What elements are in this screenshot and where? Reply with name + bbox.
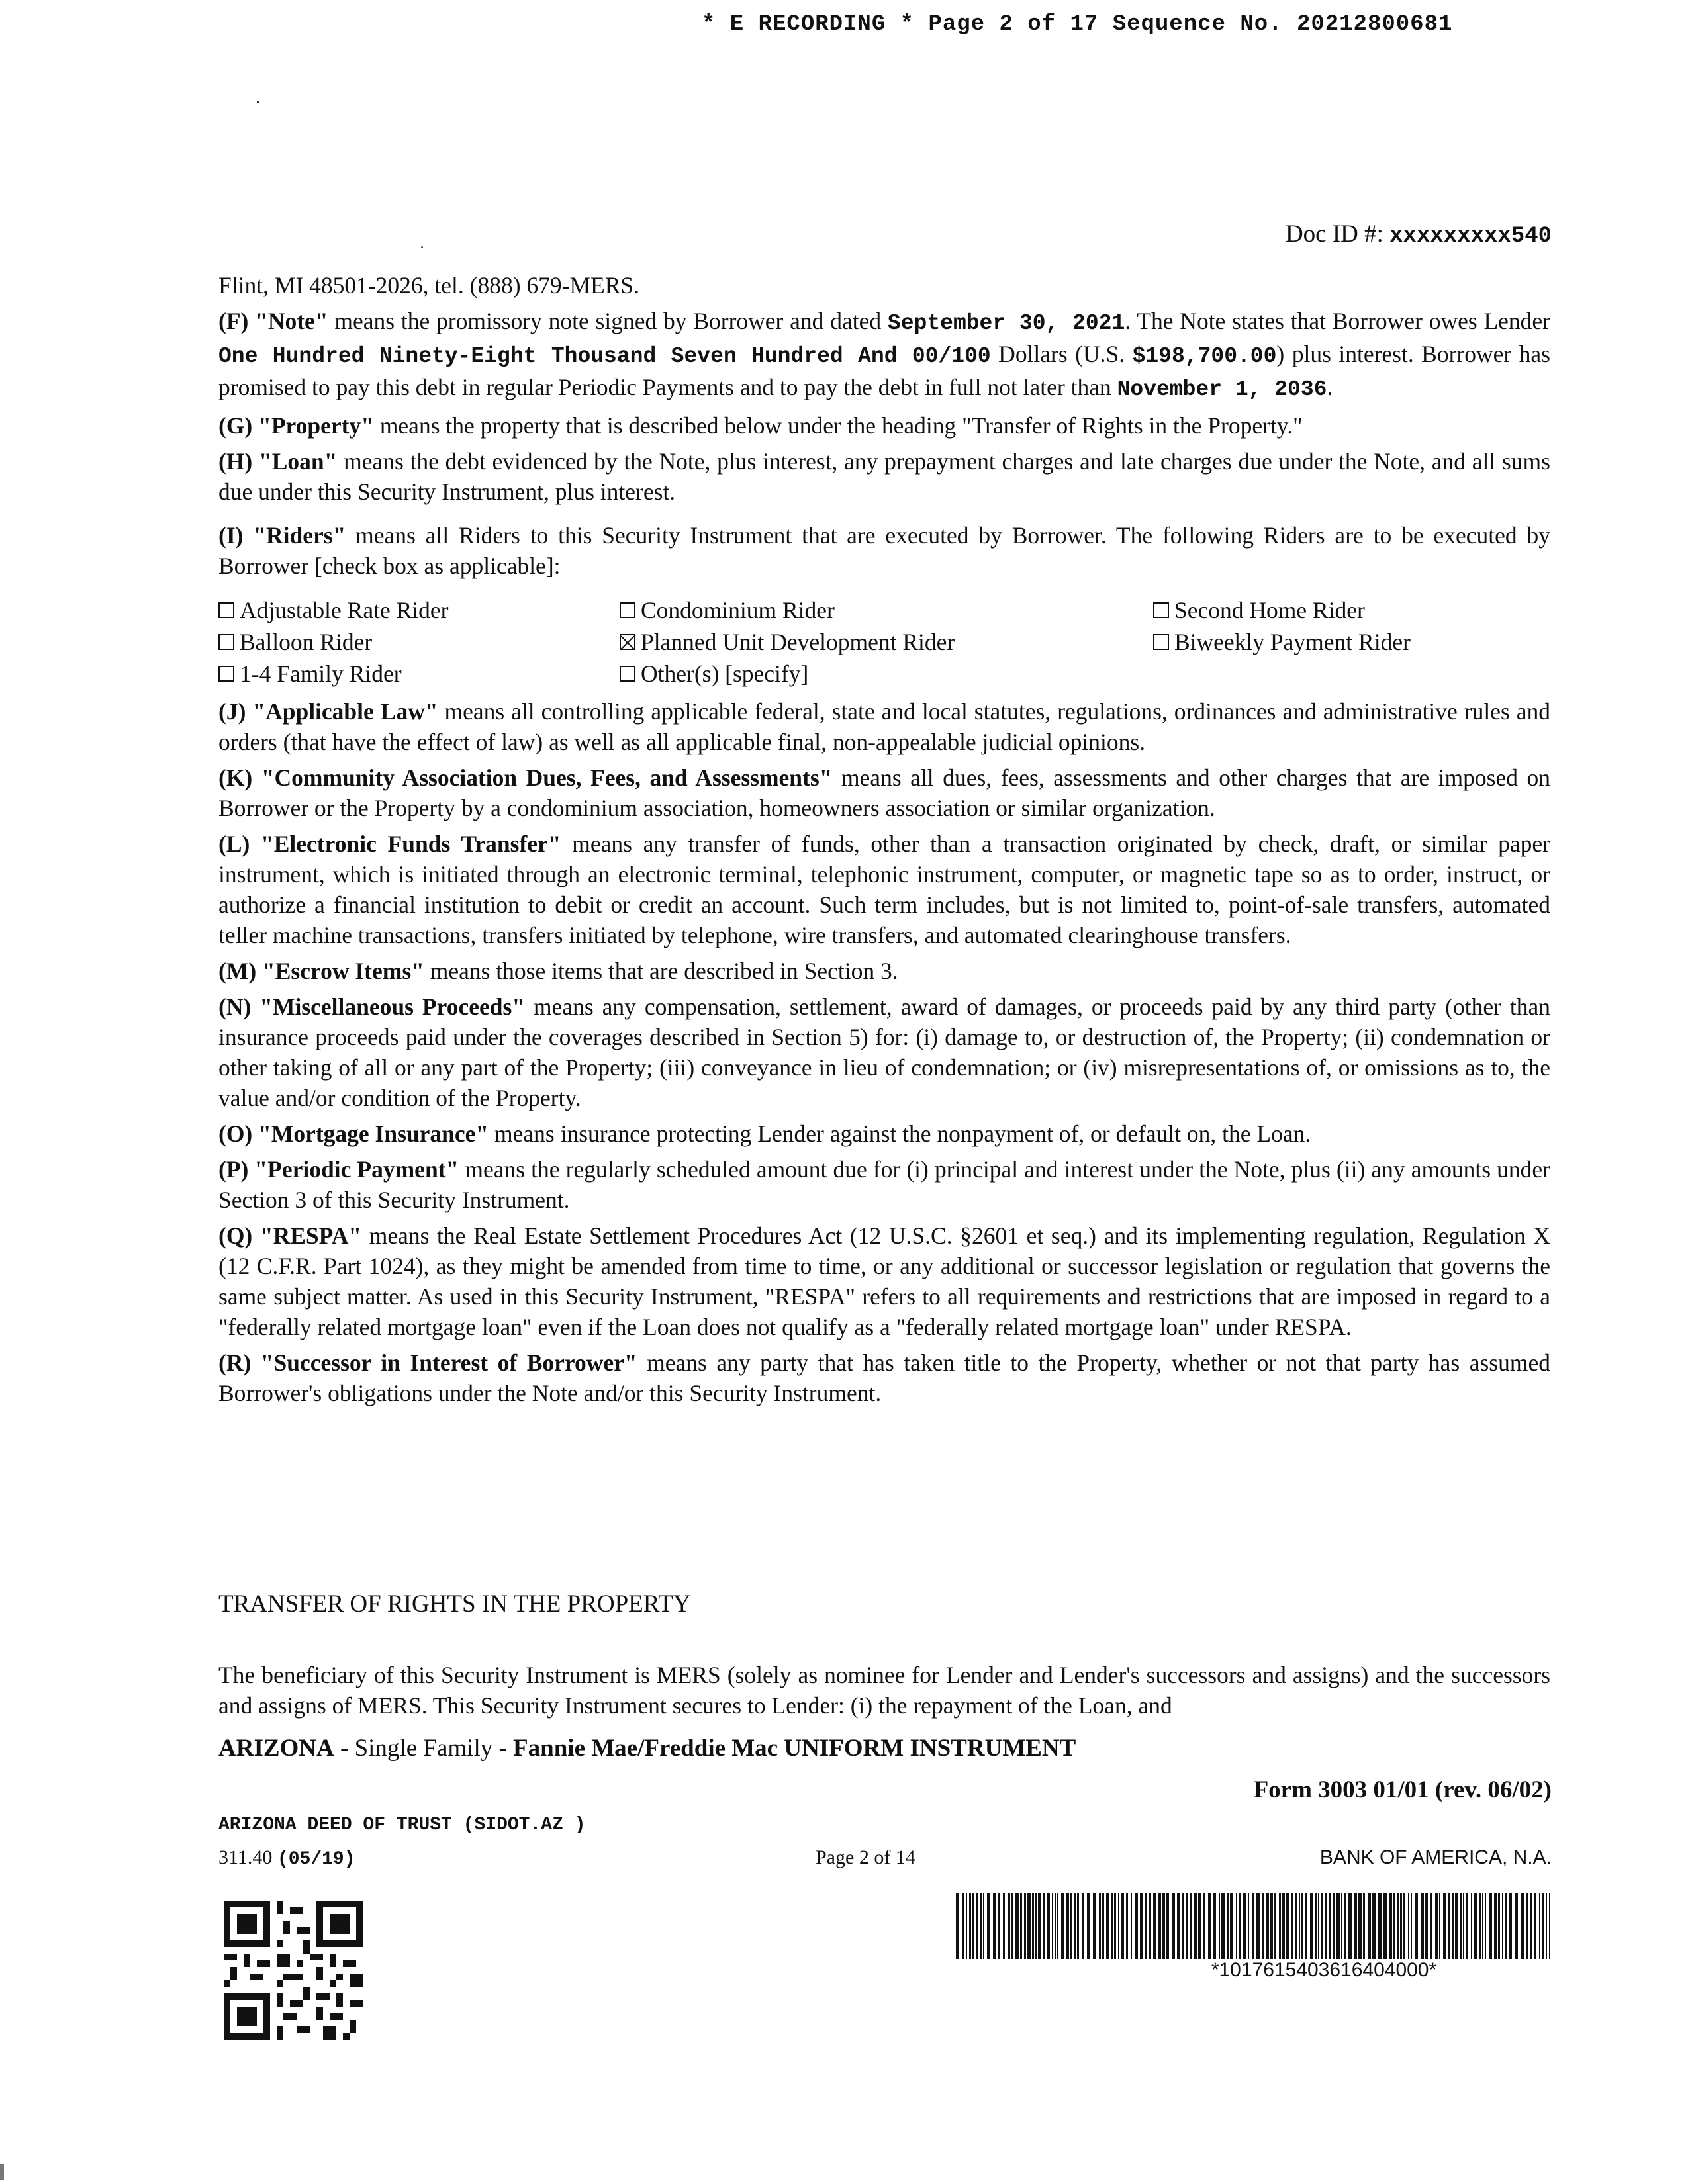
- term-property: (G) "Property": [218, 412, 374, 439]
- footer-instrument: Fannie Mae/Freddie Mac UNIFORM INSTRUMENT: [513, 1735, 1076, 1762]
- definition-text: .: [1327, 374, 1333, 400]
- definition-note: [218, 306, 1550, 405]
- doc-id-value: xxxxxxxxx540: [1389, 224, 1552, 249]
- definition-text: means insurance protecting Lender against the nonpayment of, or default on, the Loan.: [489, 1120, 1311, 1147]
- term-successor: (R) "Successor in Interest of Borrower": [218, 1349, 637, 1376]
- definition-text: means all dues, fees, assessments and other charges that are imposed on Borrower or the Property by a condominium association, homeowners association or similar organization.: [218, 764, 1551, 821]
- rider-adjustable-rate[interactable]: [218, 594, 620, 626]
- term-applicable-law: (J) "Applicable Law": [218, 698, 438, 725]
- checkbox-icon[interactable]: [620, 666, 635, 682]
- checkbox-checked-icon[interactable]: [620, 634, 635, 650]
- definition-successor: [218, 1347, 1550, 1408]
- rider-second-home[interactable]: [1153, 594, 1550, 626]
- term-note: (F) "Note": [218, 308, 328, 334]
- checkbox-icon[interactable]: [1153, 602, 1169, 618]
- rider-checklist: [218, 594, 1550, 690]
- definition-text: means the regularly scheduled amount due for (i) principal and interest under the Note, plus (ii) any amounts under Section 3 of this Security Instrument.: [218, 1156, 1550, 1213]
- section-heading-transfer: TRANSFER OF RIGHTS IN THE PROPERTY: [218, 1590, 691, 1617]
- definition-text: means any compensation, settlement, award of damages, or proceeds paid by any third party (other than insurance proceeds paid under the coverages described in Section 5) for: (i) damage to, or destruction of, the Property; (ii) condemnation or other taking of all or any part of the Property; (iii) conveyance in lieu of condemnation; or (iv) misrepresentations of, or omissions as to, the value and/or condition of the Property.: [218, 993, 1550, 1111]
- term-community-dues: (K) "Community Association Dues, Fees, and Assessments": [218, 764, 833, 791]
- definition-periodic-payment: [218, 1154, 1550, 1215]
- doc-id: [1286, 220, 1552, 249]
- rider-label: Biweekly Payment Rider: [1174, 629, 1411, 655]
- term-riders: (I) "Riders": [218, 522, 346, 549]
- term-eft: (L) "Electronic Funds Transfer": [218, 831, 561, 857]
- definitions-body: [218, 270, 1550, 1414]
- term-mortgage-insurance: (O) "Mortgage Insurance": [218, 1120, 489, 1147]
- term-respa: (Q) "RESPA": [218, 1222, 362, 1249]
- definition-riders: [218, 520, 1550, 581]
- definition-text: means any party that has taken title to the Property, whether or not that party has assumed Borrower's obligations under the Note and/or this Security Instrument.: [218, 1349, 1550, 1406]
- qr-code-icon: [224, 1901, 363, 2040]
- definition-eft: [218, 829, 1550, 950]
- footer-title: [218, 1734, 1076, 1762]
- definition-text: ) plus interest. Borrower has promised to pay this debt in regular Periodic Payments and to pay the debt in full not later than: [218, 341, 1550, 400]
- barcode-number: *1017615403616404000*: [1211, 1959, 1437, 1981]
- rider-label: Balloon Rider: [240, 629, 373, 655]
- footer-page-number: Page 2 of 14: [816, 1846, 915, 1868]
- doc-id-label: Doc ID #:: [1285, 220, 1390, 248]
- rider-label: 1-4 Family Rider: [240, 660, 402, 687]
- term-periodic-payment: (P) "Periodic Payment": [218, 1156, 459, 1183]
- definition-text: means the debt evidenced by the Note, plus interest, any prepayment charges and late charges due under the Note, and all sums due under this Security Instrument, plus interest.: [218, 448, 1550, 505]
- rider-planned-unit-development[interactable]: [620, 626, 1153, 658]
- definition-text: means all controlling applicable federal, state and local statutes, regulations, ordinances and administrative rules and orders (that have the effect of law) as well as all applicable final, non-appealable judicial opinions.: [218, 698, 1550, 755]
- footer-bank-name: BANK OF AMERICA, N.A.: [1319, 1846, 1552, 1868]
- term-misc-proceeds: (N) "Miscellaneous Proceeds": [218, 993, 525, 1020]
- definition-text: means all Riders to this Security Instrument that are executed by Borrower. The following Riders are to be executed by Borrower [check box as applicable]:: [218, 522, 1550, 579]
- note-date: September 30, 2021: [887, 311, 1125, 336]
- definition-text: means any transfer of funds, other than a transaction originated by check, draft, or similar paper instrument, which is initiated through an electronic terminal, telephonic instrument, computer, or magnetic tape so as to order, instruct, or authorize a financial institution to debit or credit an account. Such term includes, but is not limited to, point-of-sale transfers, automated teller machine transactions, transfers initiated by telephone, wire transfers, and automated clearinghouse transfers.: [218, 831, 1550, 948]
- footer-code-prefix: 311.40: [218, 1846, 277, 1868]
- footer-state: ARIZONA: [218, 1735, 334, 1762]
- checkbox-icon[interactable]: [1153, 634, 1169, 650]
- definition-text: means the Real Estate Settlement Procedures Act (12 U.S.C. §2601 et seq.) and its implementing regulation, Regulation X (12 C.F.R. Part 1024), as they might be amended from time to time, or any additional or successor legislation or regulation that governs the same subject matter. As used in this Security Instrument, "RESPA" refers to all requirements and restrictions that are imposed in regard to a "federally related mortgage loan" even if the Loan does not qualify as a "federally related mortgage loan" under RESPA.: [218, 1222, 1551, 1340]
- scan-speck: [257, 101, 259, 103]
- rider-1-4-family[interactable]: [218, 658, 620, 690]
- term-loan: (H) "Loan": [218, 448, 338, 475]
- footer-code-date: (05/19): [277, 1849, 355, 1870]
- rider-biweekly-payment[interactable]: [1153, 626, 1550, 658]
- transfer-paragraph: The beneficiary of this Security Instrument is MERS (solely as nominee for Lender and Lender's successors and assigns) and the successors and assigns of MERS. This Security Instrument secures to Lender: (i) the repayment of the Loan, and: [218, 1662, 1550, 1719]
- definition-text: . The Note states that Borrower owes Lender: [1125, 308, 1550, 334]
- definition-loan: [218, 446, 1550, 507]
- definition-misc-proceeds: [218, 991, 1550, 1113]
- definition-text: means the promissory note signed by Borrower and dated: [328, 308, 888, 334]
- maturity-date: November 1, 2036: [1117, 377, 1327, 402]
- rider-label: Condominium Rider: [641, 597, 835, 623]
- rider-label: Second Home Rider: [1174, 597, 1365, 623]
- checkbox-icon[interactable]: [218, 634, 234, 650]
- rider-label: Adjustable Rate Rider: [240, 597, 449, 623]
- barcode-icon: [956, 1893, 1550, 1959]
- address-continuation: Flint, MI 48501-2026, tel. (888) 679-MERS.: [218, 272, 640, 298]
- scan-speck: [421, 246, 423, 248]
- definition-respa: [218, 1220, 1550, 1342]
- recording-stamp: * E RECORDING * Page 2 of 17 Sequence No. 20212800681: [702, 12, 1453, 37]
- footer-form-code: [218, 1846, 355, 1870]
- definition-property: [218, 410, 1550, 441]
- definition-text: Dollars (U.S.: [990, 341, 1133, 367]
- rider-label: Planned Unit Development Rider: [641, 629, 955, 655]
- loan-amount-words: One Hundred Ninety-Eight Thousand Seven Hundred And 00/100: [218, 344, 991, 369]
- rider-balloon[interactable]: [218, 626, 620, 658]
- rider-condominium[interactable]: [620, 594, 1153, 626]
- footer-separator: - Single Family -: [334, 1735, 514, 1762]
- rider-other[interactable]: [620, 658, 1153, 690]
- definition-text: means the property that is described below under the heading "Transfer of Rights in the Property.": [373, 412, 1303, 439]
- footer-deed-title: ARIZONA DEED OF TRUST (SIDOT.AZ ): [218, 1815, 586, 1835]
- definition-community-dues: [218, 762, 1550, 823]
- definition-text: means those items that are described in Section 3.: [424, 958, 898, 984]
- term-escrow-items: (M) "Escrow Items": [218, 958, 424, 984]
- checkbox-icon[interactable]: [218, 666, 234, 682]
- definition-applicable-law: [218, 696, 1550, 757]
- definition-escrow-items: [218, 956, 1550, 986]
- definition-mortgage-insurance: [218, 1118, 1550, 1149]
- scan-edge-mark: [0, 2164, 4, 2180]
- loan-amount: $198,700.00: [1132, 344, 1277, 369]
- rider-label: Other(s) [specify]: [641, 660, 809, 687]
- checkbox-icon[interactable]: [218, 602, 234, 618]
- checkbox-icon[interactable]: [620, 602, 635, 618]
- form-number: Form 3003 01/01 (rev. 06/02): [1253, 1776, 1552, 1803]
